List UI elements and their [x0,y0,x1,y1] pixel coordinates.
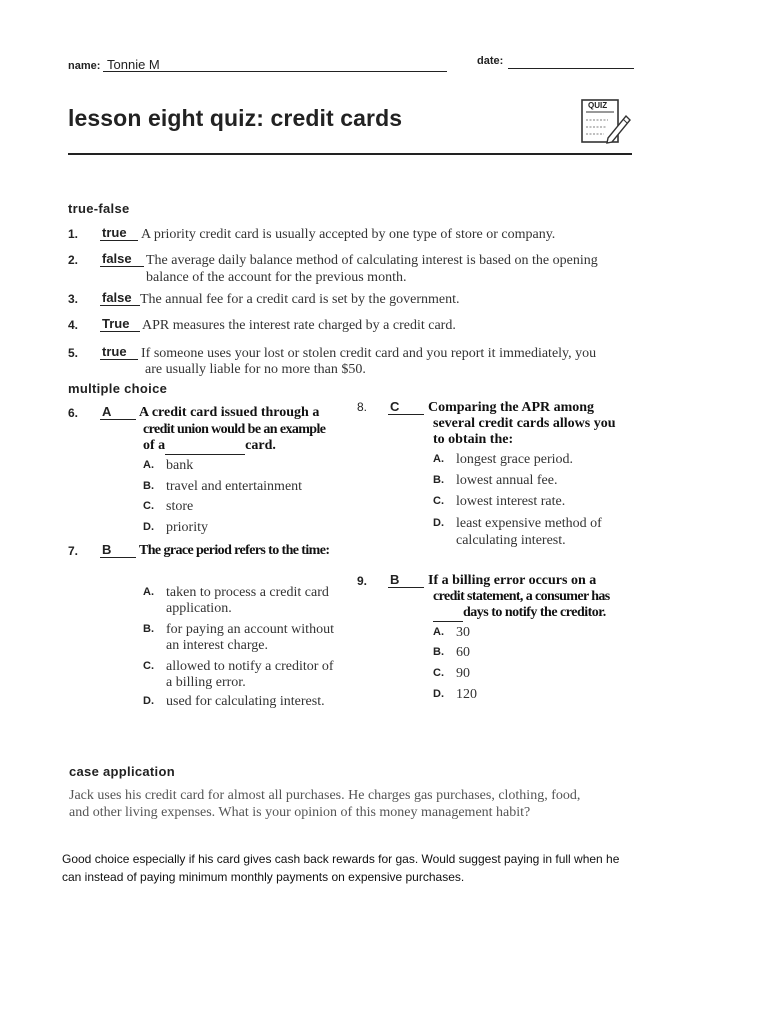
option-text: 120 [456,687,477,702]
mc-number: 8. [357,400,368,414]
mc-question: If a billing error occurs on a [428,573,597,588]
mc-question-continued: several credit cards allows you [433,416,616,431]
case-prompt-continued: and other living expenses. What is your opinion of this money management habit? [69,805,531,820]
student-response[interactable]: Good choice especially if his card gives cash back rewards for gas. Would suggest paying in full when he [62,852,620,866]
multiple-choice-heading: multiple choice [68,381,168,396]
option-letter: D. [433,517,444,529]
mc-question-continued: days to notify the creditor. [433,605,606,622]
tf-statement: APR measures the interest rate charged by a credit card. [142,318,456,333]
option-letter: A. [143,459,154,471]
option-letter: D. [143,521,154,533]
tf-statement-continued: balance of the account for the previous month. [146,270,407,285]
mc-answer[interactable]: B [388,573,424,588]
quiz-icon-label: QUIZ [588,101,608,110]
tf-answer[interactable]: true [100,345,138,360]
option-text: allowed to notify a creditor of [166,659,334,674]
mc-answer[interactable]: C [388,400,424,415]
date-field[interactable] [508,55,634,69]
tf-answer[interactable]: false [100,252,144,267]
mc-question-continued: credit union would be an example [143,422,326,437]
option-letter: D. [433,688,444,700]
option-text: lowest annual fee. [456,473,558,488]
mc-question: A credit card issued through a [139,405,320,420]
option-text: 30 [456,625,470,640]
option-text-continued: a billing error. [166,675,246,690]
tf-statement: The annual fee for a credit card is set by the government. [140,292,460,307]
option-text: 90 [456,666,470,681]
option-letter: C. [143,660,154,672]
student-response-continued[interactable]: can instead of paying minimum monthly payments on expensive purchases. [62,870,465,884]
title-divider [68,153,632,155]
option-letter: A. [433,626,444,638]
tf-number: 5. [68,346,79,360]
option-letter: C. [433,667,444,679]
option-letter: B. [433,474,444,486]
date-label: date: [477,55,504,67]
mc-answer[interactable]: A [100,405,136,420]
option-text: lowest interest rate. [456,494,566,509]
mc-question: Comparing the APR among [428,400,595,415]
tf-statement: If someone uses your lost or stolen credit card and you report it immediately, you [141,346,597,361]
option-letter: C. [433,495,444,507]
option-text: priority [166,520,208,535]
mc-question-continued: credit statement, a consumer has [433,589,610,604]
case-application-heading: case application [69,764,175,779]
mc-number: 6. [68,406,79,420]
option-text: bank [166,458,194,473]
mc-number: 7. [68,544,79,558]
option-text: 60 [456,645,470,660]
tf-answer[interactable]: false [100,291,140,306]
option-letter: D. [143,695,154,707]
option-letter: B. [143,480,154,492]
tf-number: 2. [68,253,79,267]
fill-in-blank [165,438,245,455]
option-letter: C. [143,500,154,512]
true-false-heading: true-false [68,201,130,216]
mc-number: 9. [357,574,368,588]
option-text: travel and entertainment [166,479,303,494]
tf-number: 1. [68,227,79,241]
option-text-continued: application. [166,601,232,616]
option-text: for paying an account without [166,622,334,637]
tf-number: 3. [68,292,79,306]
option-text: store [166,499,194,514]
page-title: lesson eight quiz: credit cards [68,105,403,131]
tf-statement-continued: are usually liable for no more than $50. [145,362,366,377]
mc-question: The grace period refers to the time: [139,543,330,558]
option-text-continued: an interest charge. [166,638,268,653]
option-text: taken to process a credit card [166,585,329,600]
option-text: least expensive method of [456,516,602,531]
name-label: name: [68,60,101,72]
tf-answer[interactable]: True [100,317,140,332]
case-prompt: Jack uses his credit card for almost all purchases. He charges gas purchases, clothing, food, [69,788,581,803]
option-letter: B. [433,646,444,658]
mc-question-continued: to obtain the: [433,432,514,447]
mc-question-continued: of a card. [143,438,276,453]
option-letter: B. [143,623,154,635]
option-text-continued: calculating interest. [456,533,566,548]
mc-answer[interactable]: B [100,543,136,558]
fill-in-blank [433,605,463,622]
tf-answer[interactable]: true [100,226,138,241]
tf-statement: A priority credit card is usually accepted by one type of store or company. [141,227,556,242]
option-letter: A. [143,586,154,598]
option-letter: A. [433,453,444,465]
name-value: Tonnie M [107,57,160,72]
option-text: used for calculating interest. [166,694,325,709]
tf-number: 4. [68,318,79,332]
option-text: longest grace period. [456,452,574,467]
tf-statement: The average daily balance method of calculating interest is based on the opening [146,253,598,268]
